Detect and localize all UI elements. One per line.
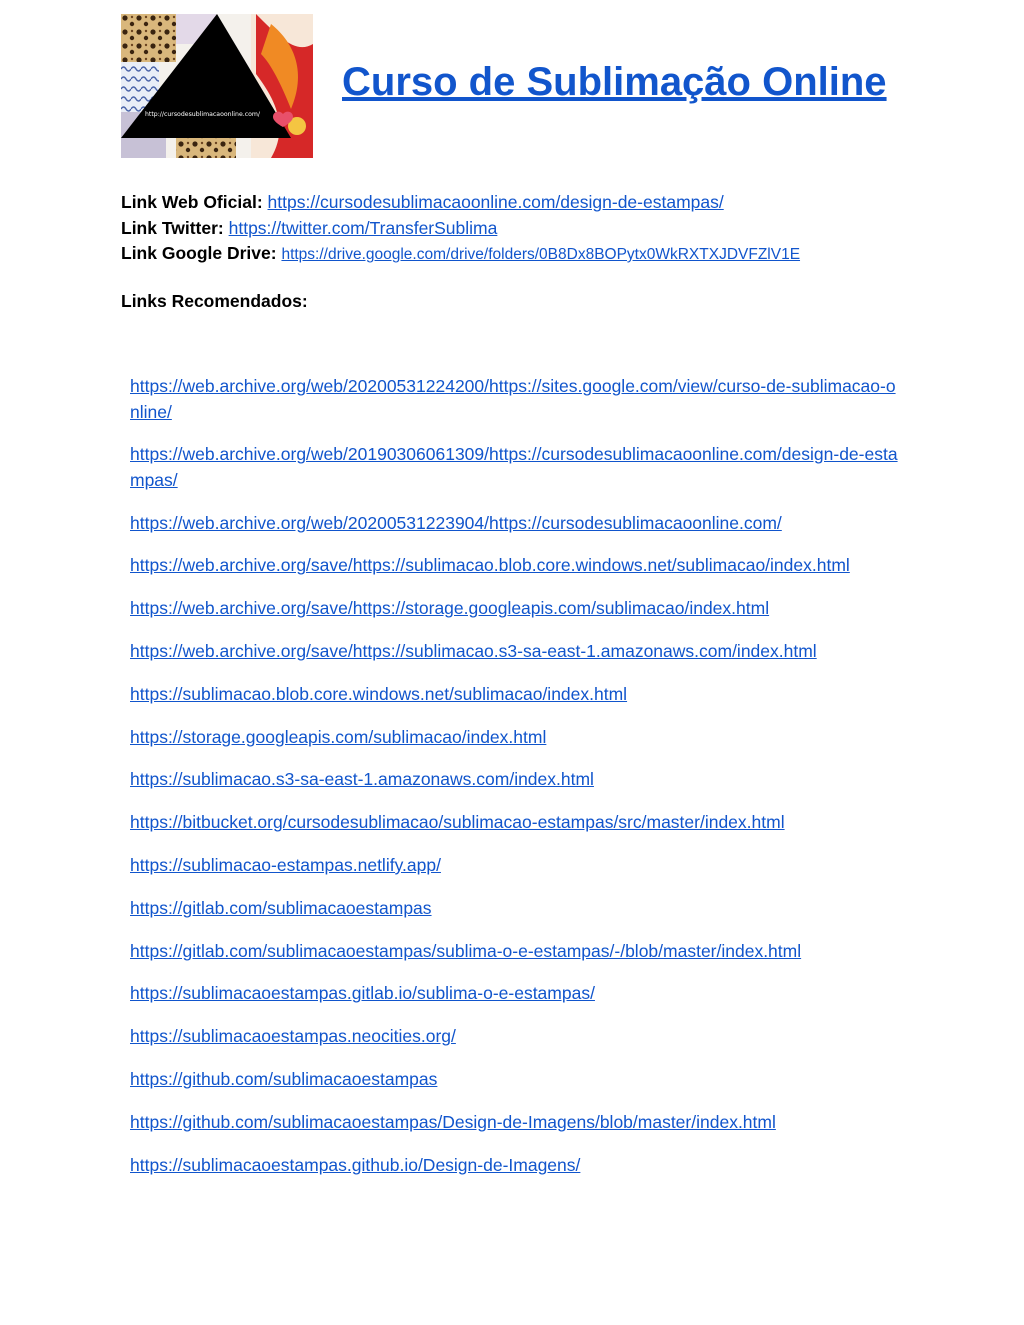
recommended-link[interactable]: https://github.com/sublimacaoestampas/Design-de-Imagens/blob/master/index.html [130, 1111, 776, 1132]
list-item [130, 853, 900, 879]
recommended-link[interactable]: https://web.archive.org/web/20200531223904/https://cursodesublimacaoonline.com/ [130, 512, 782, 533]
info-row-drive [121, 241, 901, 268]
recommended-link[interactable]: https://sublimacaoestampas.neocities.org/ [130, 1026, 456, 1047]
list-item [130, 511, 900, 537]
info-row-twitter [121, 216, 901, 242]
list-item [130, 1067, 900, 1093]
recommended-link[interactable]: https://storage.googleapis.com/sublimacao/index.html [130, 726, 547, 747]
recommended-link[interactable]: https://sublimacaoestampas.gitlab.io/sublima-o-e-estampas/ [130, 983, 595, 1004]
recommended-link[interactable]: https://sublimacao.blob.core.windows.net/sublimacao/index.html [130, 683, 628, 704]
web-link[interactable]: https://cursodesublimacaoonline.com/design-de-estampas/ [267, 192, 724, 212]
recommended-link[interactable]: https://web.archive.org/web/20200531224200/https://sites.google.com/view/curso-de-sublimacao-online/ [130, 376, 896, 422]
list-item [130, 810, 900, 836]
recommended-link[interactable]: https://gitlab.com/sublimacaoestampas [130, 897, 432, 918]
recommended-link[interactable]: https://sublimacao.s3-sa-east-1.amazonaws.com/index.html [130, 769, 594, 790]
logo-url-text: http://cursodesublimacaoonline.com/ [145, 111, 261, 118]
recommended-link[interactable]: https://sublimacaoestampas.github.io/Design-de-Imagens/ [130, 1154, 581, 1175]
info-label: Link Twitter: [121, 217, 224, 238]
list-item [130, 1024, 900, 1050]
list-item [130, 767, 900, 793]
recommended-link[interactable]: https://sublimacao-estampas.netlify.app/ [130, 854, 441, 875]
list-item [130, 896, 900, 922]
drive-link[interactable]: https://drive.google.com/drive/folders/0B8Dx8BOPytx0WkRXTXJDVFZlV1E [281, 246, 801, 263]
list-item [130, 639, 900, 665]
page-title[interactable]: Curso de Sublimação Online [342, 60, 887, 104]
info-label: Link Google Drive: [121, 243, 277, 263]
recommended-links-list [130, 374, 900, 1195]
logo-image [121, 14, 313, 158]
list-item [130, 553, 900, 579]
recommended-link[interactable]: https://gitlab.com/sublimacaoestampas/sublima-o-e-estampas/-/blob/master/index.html [130, 940, 802, 961]
list-item [130, 596, 900, 622]
info-label: Link Web Oficial: [121, 192, 263, 212]
list-item [130, 442, 900, 493]
info-section [121, 190, 901, 268]
recommended-heading: Links Recomendados: [121, 291, 308, 311]
list-item [130, 939, 900, 965]
list-item [130, 1153, 900, 1179]
twitter-link[interactable]: https://twitter.com/TransferSublima [228, 217, 498, 238]
recommended-link[interactable]: https://web.archive.org/save/https://storage.googleapis.com/sublimacao/index.html [130, 598, 770, 619]
recommended-link[interactable]: https://web.archive.org/save/https://sublimacao.s3-sa-east-1.amazonaws.com/index.html [130, 640, 817, 661]
recommended-link[interactable]: https://web.archive.org/web/20190306061309/https://cursodesublimacaoonline.com/design-de-estampas/ [130, 444, 898, 490]
recommended-link[interactable]: https://bitbucket.org/cursodesublimacao/sublimacao-estampas/src/master/index.html [130, 812, 785, 833]
recommended-link[interactable]: https://github.com/sublimacaoestampas [130, 1068, 438, 1089]
recommended-link[interactable]: https://web.archive.org/save/https://sublimacao.blob.core.windows.net/sublimacao/index.html [130, 555, 850, 576]
info-row-web [121, 190, 901, 216]
list-item [130, 374, 900, 425]
list-item [130, 981, 900, 1007]
list-item [130, 682, 900, 708]
list-item [130, 1110, 900, 1136]
list-item [130, 725, 900, 751]
